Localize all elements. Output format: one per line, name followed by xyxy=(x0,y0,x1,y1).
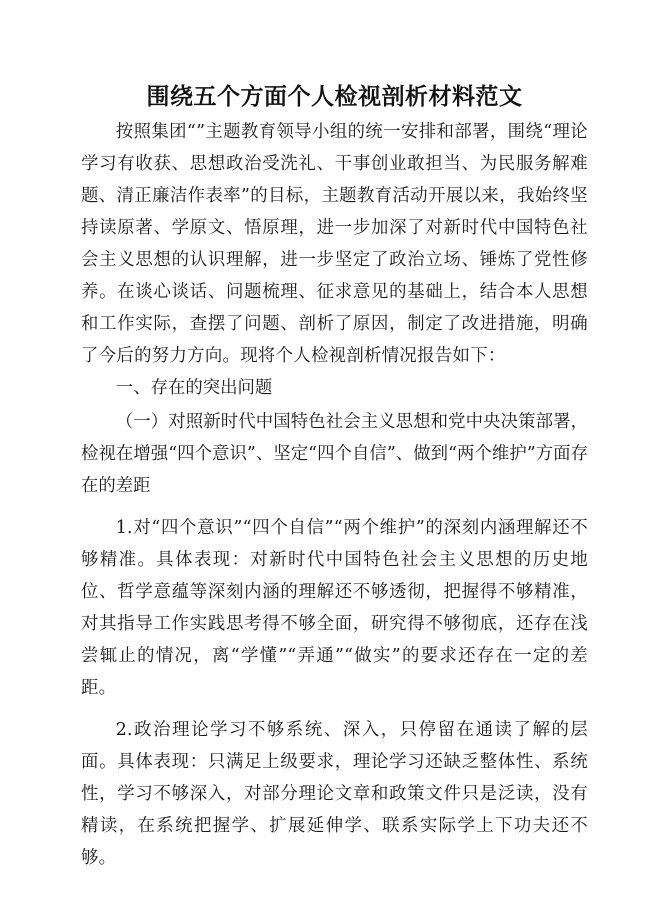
intro-paragraph: 按照集团“”主题教育领导小组的统一安排和部署，围绕“理论学习有收获、思想政治受洗礼、干事创业敢担当、为民服务解难题、清正廉洁作表率”的目标，主题教育活动开展以来，我始终坚持读原著、学原文、悟原理，进一步加深了对新时代中国特色社会主义思想的认识理解，进一步坚定了政治立场、锤炼了党性修养。在谈心谈话、问题梳理、征求意见的基础上，结合本人思想和工作实际，查摆了问题、剖析了原因，制定了改进措施，明确了今后的努力方向。现将个人检视剖析情况报告如下： xyxy=(81,122,588,366)
subsection-heading: （一）对照新时代中国特色社会主义思想和党中央决策部署，检视在增强“四个意识”、坚定“四个自信”、做到“两个维护”方面存在的差距 xyxy=(81,412,588,496)
problem-item-1: 1.对“四个意识”“四个自信”“两个维护”的深刻内涵理解还不够精准。具体表现：对新时代中国特色社会主义思想的历史地位、哲学意蕴等深刻内涵的理解还不够透彻，把握得不够精准，对其指导工作实践思考得不够全面，研究得不够彻底，还存在浅尝辄止的情况，离“学懂”“弄通”“做实”的要求还存在一定的差距。 xyxy=(81,518,588,698)
problem-item-2: 2.政治理论学习不够系统、深入，只停留在通读了解的层面。具体表现：只满足上级要求，理论学习还缺乏整体性、系统性，学习不够深入，对部分理论文章和政策文件只是泛读，没有精读，在系统把握学、扩展延伸学、联系实际学上下功夫还不够。 xyxy=(81,720,588,868)
document-title: 围绕五个方面个人检视剖析材料范文 xyxy=(146,84,523,110)
section-heading: 一、存在的突出问题 xyxy=(115,378,273,398)
